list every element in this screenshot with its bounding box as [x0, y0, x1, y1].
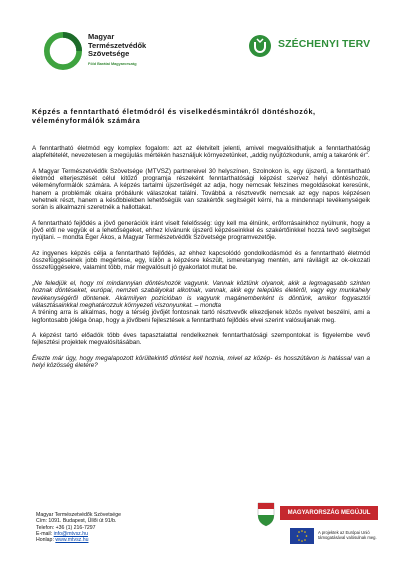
- paragraph-3: A fenntartható fejlődés a jövő generációk iránt viselt felelősség: úgy kell ma élnünk, erőforrásainkhoz nyúlnunk, hogy a jövő elől ne vegyük el a lehetőségeket, ehhez kívánunk újszerű képzéseinkkel és szakértőinkkel hozzá tevő segítséget nyújtani. – mondta Éger Ákos, a Magyar Természetvédők Szövetsége programvezetője.: [32, 219, 370, 242]
- paragraph-7: A képzést tartó előadók több éves tapasztalattal rendelkeznek fenntarthatósági szempontokat is figyelembe vevő fejlesztési projektek megvalósításában.: [32, 331, 370, 347]
- eu-flag-icon: [290, 528, 314, 544]
- quote-paragraph: „Ne feledjük el, hogy mi mindannyian döntéshozók vagyunk. Vannak köztünk olyanok, akik a legmagasabb szinten hoznak döntéseket, európai, nemzeti szabályokat alkotnak, vannak, akik egy település életéről, vagy egy munkahely tevékenységéről döntenek. Akármilyen pozícióban is vagyunk magánemberként is döntünk, amikor fogyasztói választásainkkal meghatározzuk környezeti viszonyunkat. – mondta: [32, 279, 370, 309]
- title-line-1: Képzés a fenntartható életmódról és viselkedésmintákról döntéshozók,: [32, 107, 316, 116]
- eu-support-text: A projektek az Európai Unió támogatásával valósulnak meg.: [318, 530, 377, 541]
- mtvsz-logo: [44, 30, 184, 74]
- hungarian-flag-icon: [256, 501, 276, 527]
- title-line-2: véleményformálók számára: [32, 116, 141, 125]
- footer-phone: Telefon: +36 (1) 216-7297: [36, 524, 96, 531]
- document-title: [32, 107, 372, 125]
- paragraph-4: Az ingyenes képzés célja a fenntartható fejlődés, az ehhez kapcsolódó gondolkodásmód és a fenntartható életmód összefüggéseinek jobb megértése, egy, külön a képzésre készült, ismeretanyag mentén, ami rávilágít az ok-okozati összefüggésekre, valamint több, már megvalósult jó gyakorlatot mutat be.: [32, 249, 370, 272]
- mtvsz-tagline: Föld Barátai Magyarország: [88, 62, 137, 66]
- footer-contact: [36, 512, 121, 543]
- szechenyi-terv-text: SZÉCHENYI TERV: [278, 38, 371, 50]
- email-link[interactable]: info@mtvsz.hu: [53, 530, 88, 537]
- magyarorszag-megujul-badge: MAGYARORSZÁG MEGÚJUL: [280, 506, 378, 520]
- paragraph-1: A fenntartható életmód egy komplex fogalom: azt az életvitelt jelenti, amivel megvalósíthatjuk a fenntarthatóság alapfeltételét, nevezetesen a megújulás mértékén használjuk környezetünket, „addig nyújtózkodunk, amíg a takarónk ér".: [32, 145, 370, 160]
- footer-address: Cím: 1091. Budapest, Üllői út 91/b.: [36, 518, 117, 525]
- szechenyi-terv-logo: [248, 28, 378, 64]
- paragraph-2: A Magyar Természetvédők Szövetsége (MTVSZ) partnereivel 30 helyszínen, Szolnokon is, egy újszerű, a fenntartható életmód elterjesztését célul kitűző programja részeként fenntarthatósági képzést szervez helyi döntéshozók, véleményformálók számára. A képzés tartalmi újszerűségét az adja, hogy nemcsak felszínes megoldásokat keresünk, hanem a problémák okaira próbálunk válaszokat találni. Továbbá a résztvevők nemcsak az egy napos képzésen vehetnek részt, hanem a későbbiekben lehetőségük van szakértők segítségét kérni, ha a mindennapi tevékenységeik során is alkalmazni szeretnék a hallottakat.: [32, 167, 370, 212]
- document-body: [32, 145, 370, 377]
- mtvsz-name: Magyar Természetvédők Szövetsége: [88, 32, 147, 59]
- szechenyi-leaf-icon: [248, 34, 272, 58]
- paragraph-6: A tréning arra is alkalmas, hogy a térség jövőjét fontosnak tartó résztvevők elkezdjenek közös nyelvet beszélni, ami a legfontosabb jóléga önap, hogy a jövőbeni fejlesztések a fenntartható fejlődés elvei szerint valósuljanak meg.: [32, 309, 370, 324]
- footer-web-row: Honlap: www.mtvsz.hu: [36, 537, 89, 544]
- website-link[interactable]: www.mtvsz.hu: [55, 537, 89, 544]
- mtvsz-logo-icon: [44, 32, 82, 70]
- closing-question: Érezte már úgy, hogy megalapozott körültekintő döntést kell hoznia, mivel az közép- és hosszútávon is hatással van a helyi közösség életére?: [32, 354, 370, 369]
- footer-org: Magyar Természetvédők Szövetsége: [36, 512, 121, 518]
- footer-email-row: E-mail: info@mtvsz.hu: [36, 530, 88, 537]
